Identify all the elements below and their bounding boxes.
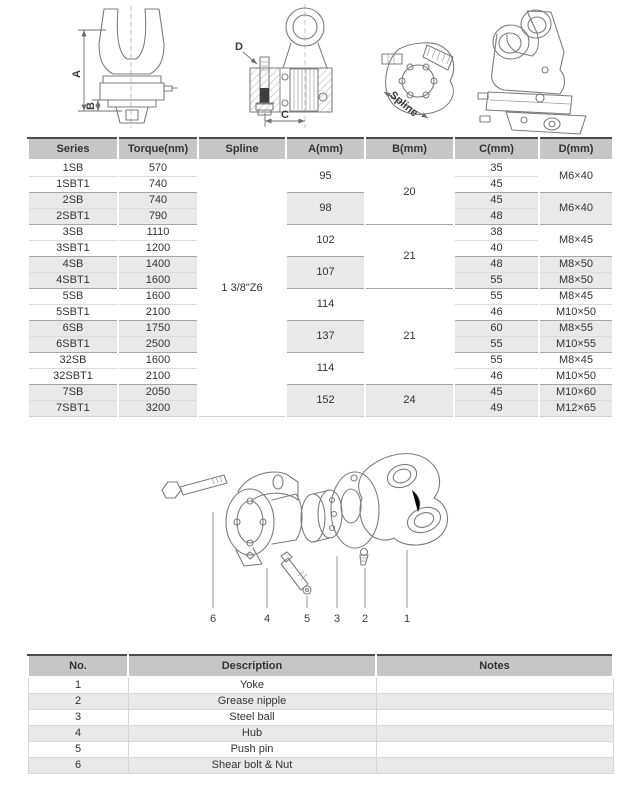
parts-row — [28, 726, 613, 742]
description-cell: Push pin — [128, 742, 376, 758]
header-no: No. — [28, 655, 128, 677]
d-cell: M12×65 — [539, 401, 613, 417]
callout-5: 5 — [303, 613, 311, 625]
d-cell: M6×40 — [539, 160, 613, 193]
series-cell: 7SBT1 — [28, 401, 118, 417]
a-cell: 114 — [286, 353, 365, 385]
spec-row — [28, 225, 613, 241]
torque-cell: 790 — [118, 209, 198, 225]
a-cell: 98 — [286, 193, 365, 225]
d-cell: M6×40 — [539, 193, 613, 225]
callout-6: 6 — [209, 613, 217, 625]
parts-row — [28, 758, 613, 774]
spec-header-row — [28, 138, 613, 160]
exploded-assembly-diagram — [150, 438, 470, 628]
d-cell: M8×50 — [539, 273, 613, 289]
header-series: Series — [28, 138, 118, 160]
description-cell: Hub — [128, 726, 376, 742]
no-cell: 6 — [28, 758, 128, 774]
description-cell: Yoke — [128, 677, 376, 694]
torque-cell: 2050 — [118, 385, 198, 401]
a-cell: 107 — [286, 257, 365, 289]
d-cell: M10×60 — [539, 385, 613, 401]
torque-cell: 740 — [118, 193, 198, 209]
shear-bolt-drawing — [162, 475, 227, 498]
header-c: C(mm) — [454, 138, 539, 160]
series-cell: 5SBT1 — [28, 305, 118, 321]
d-cell: M10×50 — [539, 305, 613, 321]
callout-3: 3 — [333, 613, 341, 625]
series-cell: 6SBT1 — [28, 337, 118, 353]
spec-row — [28, 385, 613, 401]
torque-cell: 1400 — [118, 257, 198, 273]
series-cell: 2SBT1 — [28, 209, 118, 225]
b-cell: 24 — [365, 385, 454, 417]
no-cell: 2 — [28, 694, 128, 710]
c-cell: 55 — [454, 353, 539, 369]
torque-cell: 1600 — [118, 353, 198, 369]
header-description: Description — [128, 655, 376, 677]
series-cell: 3SBT1 — [28, 241, 118, 257]
c-cell: 45 — [454, 177, 539, 193]
dim-d-label: D — [235, 41, 243, 53]
torque-cell: 2500 — [118, 337, 198, 353]
c-cell: 49 — [454, 401, 539, 417]
yoke-drawing — [331, 454, 448, 548]
c-cell: 46 — [454, 305, 539, 321]
parts-row — [28, 742, 613, 758]
notes-cell — [376, 677, 613, 694]
b-cell: 21 — [365, 289, 454, 385]
b-cell: 20 — [365, 160, 454, 225]
notes-cell — [376, 758, 613, 774]
parts-row — [28, 677, 613, 694]
c-cell: 48 — [454, 209, 539, 225]
dim-a-label: A — [71, 70, 83, 78]
c-cell: 60 — [454, 321, 539, 337]
torque-cell: 1600 — [118, 289, 198, 305]
c-cell: 45 — [454, 385, 539, 401]
d-cell: M8×55 — [539, 321, 613, 337]
d-cell: M8×50 — [539, 257, 613, 273]
notes-cell — [376, 742, 613, 758]
series-cell: 32SB — [28, 353, 118, 369]
d-cell: M10×55 — [539, 337, 613, 353]
series-cell: 2SB — [28, 193, 118, 209]
c-cell: 38 — [454, 225, 539, 241]
torque-cell: 2100 — [118, 369, 198, 385]
torque-cell: 3200 — [118, 401, 198, 417]
series-cell: 7SB — [28, 385, 118, 401]
parts-table — [27, 654, 614, 774]
parts-header-row — [28, 655, 613, 677]
c-cell: 55 — [454, 337, 539, 353]
header-notes: Notes — [376, 655, 613, 677]
header-a: A(mm) — [286, 138, 365, 160]
a-cell: 152 — [286, 385, 365, 417]
description-cell: Grease nipple — [128, 694, 376, 710]
b-cell: 21 — [365, 225, 454, 289]
torque-cell: 1110 — [118, 225, 198, 241]
no-cell: 4 — [28, 726, 128, 742]
iso-view-figure — [478, 10, 586, 134]
section-view-figure — [235, 4, 332, 128]
a-cell: 137 — [286, 321, 365, 353]
parts-row — [28, 710, 613, 726]
torque-cell: 1600 — [118, 273, 198, 289]
spec-row — [28, 289, 613, 305]
spec-row — [28, 257, 613, 273]
d-cell: M8×45 — [539, 353, 613, 369]
torque-cell: 740 — [118, 177, 198, 193]
series-cell: 4SB — [28, 257, 118, 273]
description-cell: Steel ball — [128, 710, 376, 726]
d-cell: M8×45 — [539, 225, 613, 257]
spec-table — [27, 137, 614, 417]
dim-b-label: B — [85, 102, 97, 110]
dim-c-label: C — [281, 109, 289, 121]
c-cell: 45 — [454, 193, 539, 209]
series-cell: 32SBT1 — [28, 369, 118, 385]
notes-cell — [376, 710, 613, 726]
push-pin-drawing — [281, 552, 311, 594]
series-cell: 6SB — [28, 321, 118, 337]
header-torque: Torque(nm) — [118, 138, 198, 160]
header-d: D(mm) — [539, 138, 613, 160]
series-cell: 5SB — [28, 289, 118, 305]
series-cell: 1SB — [28, 160, 118, 177]
notes-cell — [376, 726, 613, 742]
front-view-figure — [71, 6, 177, 128]
torque-cell: 570 — [118, 160, 198, 177]
c-cell: 48 — [454, 257, 539, 273]
no-cell: 1 — [28, 677, 128, 694]
a-cell: 102 — [286, 225, 365, 257]
torque-cell: 1200 — [118, 241, 198, 257]
hub-drawing — [226, 472, 302, 566]
c-cell: 35 — [454, 160, 539, 177]
header-b: B(mm) — [365, 138, 454, 160]
parts-row — [28, 694, 613, 710]
no-cell: 5 — [28, 742, 128, 758]
c-cell: 46 — [454, 369, 539, 385]
callout-1: 1 — [403, 613, 411, 625]
callout-2: 2 — [361, 613, 369, 625]
callout-4: 4 — [263, 613, 271, 625]
c-cell: 55 — [454, 273, 539, 289]
torque-cell: 2100 — [118, 305, 198, 321]
part-callouts — [213, 512, 407, 608]
series-cell: 1SBT1 — [28, 177, 118, 193]
d-cell: M8×45 — [539, 289, 613, 305]
steel-ball-collar-drawing — [301, 490, 342, 542]
c-cell: 40 — [454, 241, 539, 257]
no-cell: 3 — [28, 710, 128, 726]
series-cell: 3SB — [28, 225, 118, 241]
c-cell: 55 — [454, 289, 539, 305]
spec-row — [28, 321, 613, 337]
spec-row — [28, 353, 613, 369]
spec-row — [28, 193, 613, 209]
a-cell: 95 — [286, 160, 365, 193]
spec-row — [28, 160, 613, 177]
series-cell: 4SBT1 — [28, 273, 118, 289]
notes-cell — [376, 694, 613, 710]
description-cell: Shear bolt & Nut — [128, 758, 376, 774]
spline-cell: 1 3/8"Z6 — [198, 160, 286, 417]
d-cell: M10×50 — [539, 369, 613, 385]
a-cell: 114 — [286, 289, 365, 321]
technical-drawings — [0, 0, 634, 140]
torque-cell: 1750 — [118, 321, 198, 337]
grease-nipple-drawing — [360, 549, 368, 566]
spline-view-figure — [382, 43, 454, 120]
spline-label: Spline — [387, 89, 421, 120]
header-spline: Spline — [198, 138, 286, 160]
